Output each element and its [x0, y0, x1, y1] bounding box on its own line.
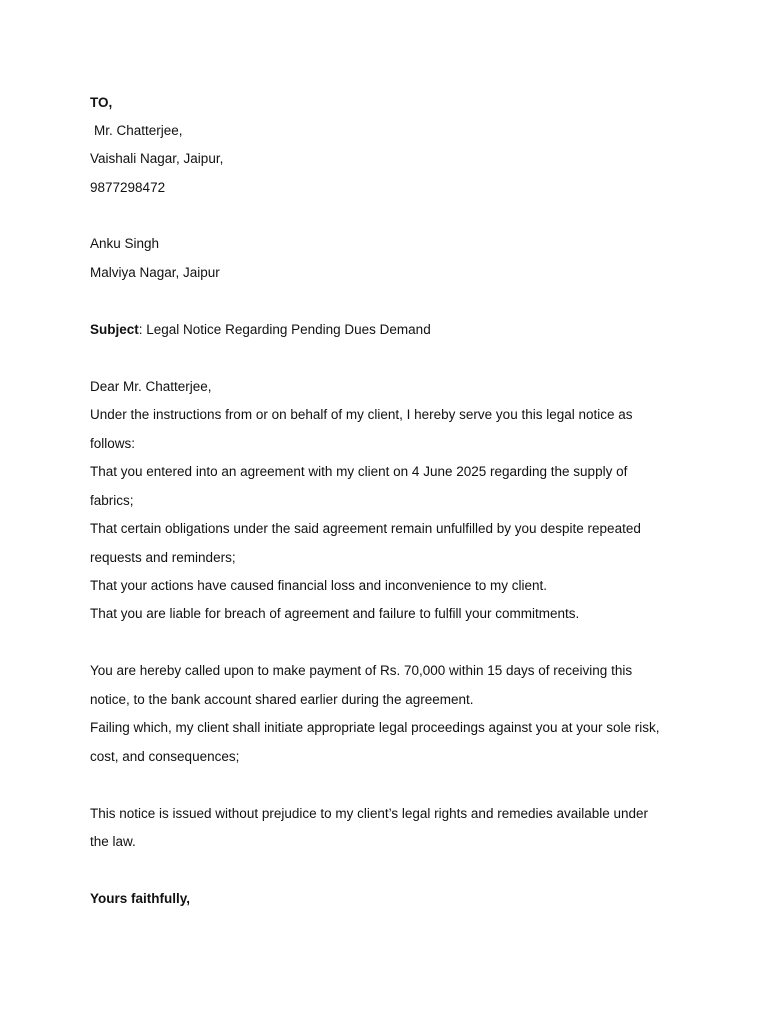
demand-line-1: You are hereby called upon to make payment of Rs. 70,000 within 15 days of receiving this: [90, 663, 633, 678]
to-heading: TO,: [90, 95, 113, 110]
point-1-line-2: fabrics;: [90, 493, 134, 508]
recipient-name: Mr. Chatterjee,: [94, 123, 183, 138]
point-4: That you are liable for breach of agreement and failure to fulfill your commitments.: [90, 606, 580, 621]
prejudice-line-1: This notice is issued without prejudice to my client’s legal rights and remedies available under: [90, 806, 649, 821]
closing: Yours faithfully,: [90, 891, 191, 906]
intro-line-1: Under the instructions from or on behalf of my client, I hereby serve you this legal notice as: [90, 407, 633, 422]
failing-line-1: Failing which, my client shall initiate appropriate legal proceedings against you at your sole risk,: [90, 720, 660, 735]
sender-address: Malviya Nagar, Jaipur: [90, 265, 220, 280]
recipient-address: Vaishali Nagar, Jaipur,: [90, 151, 224, 166]
failing-line-2: cost, and consequences;: [90, 749, 240, 764]
point-2-line-1: That certain obligations under the said agreement remain unfulfilled by you despite repeated: [90, 521, 641, 536]
subject-label: Subject: [90, 322, 139, 337]
prejudice-line-2: the law.: [90, 834, 136, 849]
intro-line-2: follows:: [90, 436, 136, 451]
salutation: Dear Mr. Chatterjee,: [90, 379, 212, 394]
subject-text: : Legal Notice Regarding Pending Dues Demand: [138, 322, 431, 337]
sender-name: Anku Singh: [90, 236, 160, 251]
point-2-line-2: requests and reminders;: [90, 550, 236, 565]
subject-line: [90, 321, 431, 339]
recipient-phone: 9877298472: [90, 180, 166, 195]
point-3: That your actions have caused financial loss and inconvenience to my client.: [90, 578, 548, 593]
demand-line-2: notice, to the bank account shared earlier during the agreement.: [90, 692, 474, 707]
point-1-line-1: That you entered into an agreement with my client on 4 June 2025 regarding the supply of: [90, 464, 628, 479]
